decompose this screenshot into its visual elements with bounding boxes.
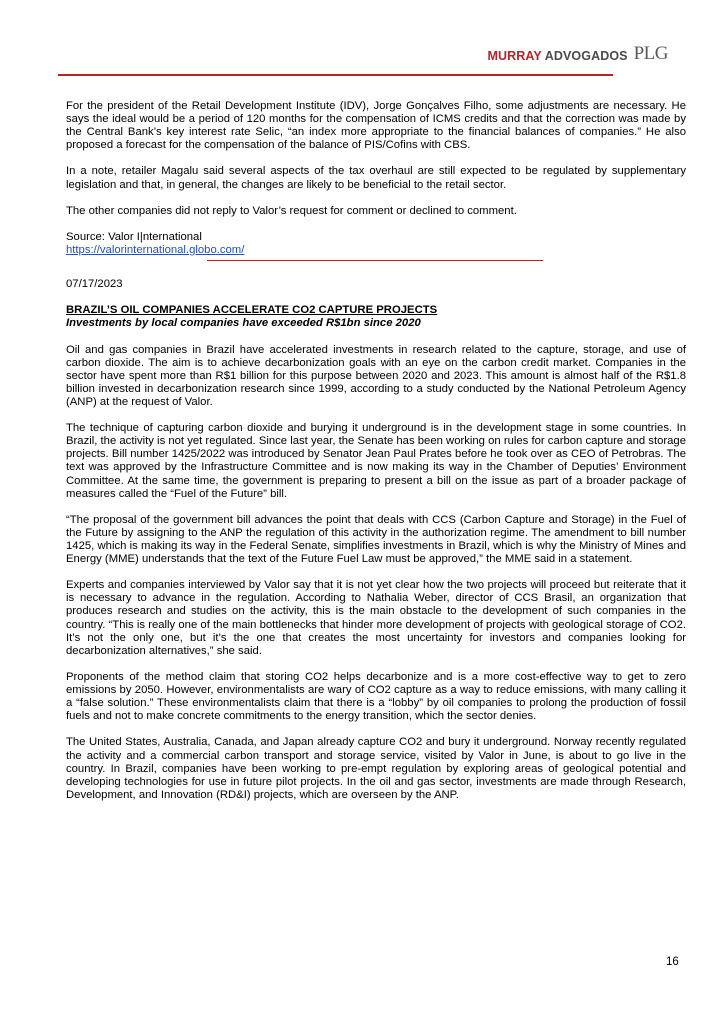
article-date: 07/17/2023: [66, 278, 123, 291]
header-brand: [488, 44, 668, 63]
article-title: BRAZIL’S OIL COMPANIES ACCELERATE CO2 CAPTURE PROJECTS: [66, 304, 438, 317]
paragraph: Proponents of the method claim that storing CO2 helps decarbonize and is a more cost-effective way to get to zero emissions by 2050. However, environmentalists are wary of CO2 capture as a way to reduce emissions, with many calling it a “false solution.” These environmentalists claim that there is a “lobby” by oil companies to prolong the production of fossil fuels and not to make concrete commitments to the energy transition, which the sector denies.: [66, 670, 686, 723]
paragraph: Oil and gas companies in Brazil have accelerated investments in research related to the capture, storage, and use of carbon dioxide. The aim is to achieve decarbonization goals with an eye on the carbon credit market. Companies in the sector have spent more than R$1 billion for this purpose between 2020 and 2023. This amount is almost half of the R$1.8 billion invested in decarbonization research since 1999, according to a study conducted by the National Petroleum Agency (ANP) at the request of Valor.: [66, 343, 686, 408]
paragraph: The United States, Australia, Canada, and Japan already capture CO2 and bury it underground. Norway recently regulated the activity and a commercial carbon transport and storage service, visited by Valor in June, is about to go live in the country. In Brazil, companies have been working to pre-empt regulation by exploring areas of geological potential and developing technologies for use in future pilot projects. In the oil and gas sector, investments are made through Research, Development, and Innovation (RD&I) projects, which are overseen by the ANP.: [66, 736, 686, 801]
paragraph: Experts and companies interviewed by Valor say that it is not yet clear how the two projects will proceed but reiterate that it is necessary to advance in the regulation. According to Nathalia Weber, director of CCS Brasil, an organization that produces research and studies on the activity, this is the main obstacle to the development of such companies in the country. “This is really one of the main bottlenecks that hinder more development of projects with geological storage of CO2. It’s not the only one, but it’s the one that creates the most uncertainty for investors and companies looking for decarbonization alternatives,” she said.: [66, 579, 686, 657]
paragraph: The other companies did not reply to Valor’s request for comment or declined to comment.: [66, 204, 517, 217]
document-body: [66, 100, 686, 815]
brand-advogados-text: ADVOGADOS: [544, 49, 628, 63]
paragraph: “The proposal of the government bill advances the point that deals with CCS (Carbon Capture and Storage) in the Fuel of the Future by assigning to the ANP the regulation of this activity in the authorization regime. The amendment to bill number 1425, which is making its way in the Federal Senate, simplifies investments in Brazil, which is why the Ministry of Mines and Energy (MME) understands that the text of the Future Fuel Law must be approved,” the MME said in a statement.: [66, 513, 686, 566]
murray-advogados-logo: [488, 49, 628, 63]
paragraph: In a note, retailer Magalu said several aspects of the tax overhaul are still expected to be regulated by supplementary legislation and that, in general, the changes are likely to be beneficial to the retail sector.: [66, 165, 686, 191]
article-subtitle: Investments by local companies have exceeded R$1bn since 2020: [66, 317, 421, 330]
header-divider: [58, 74, 613, 76]
paragraph: For the president of the Retail Development Institute (IDV), Jorge Gonçalves Filho, some adjustments are necessary. He says the ideal would be a period of 120 months for the compensation of ICMS credits and that the correction was made by the Central Bank’s key interest rate Selic, “an index more appropriate to the financial balances of companies.” He also proposed a forecast for the compensation of the balance of PIS/Cofins with CBS.: [66, 100, 686, 152]
source-label: Source: Valor I|nternational: [66, 230, 202, 243]
page-number: 16: [666, 956, 679, 968]
paragraph: The technique of capturing carbon dioxide and burying it underground is in the development stage in some countries. In Brazil, the activity is not yet regulated. Since last year, the Senate has been working on rules for carbon capture and storage projects. Bill number 1425/2022 was introduced by Senator Jean Paul Prates before he took over as CEO of Petrobras. The text was approved by the Infrastructure Committee and is now making its way in the Chamber of Deputies’ Environment Committee. At the same time, the government is preparing to present a bill on the issue as part of a broader package of measures called the “Fuel of the Future” bill.: [66, 422, 686, 500]
section-divider: [207, 260, 543, 261]
source-link[interactable]: https://valorinternational.globo.com/: [66, 244, 245, 257]
brand-murray-text: MURRAY: [487, 49, 542, 63]
plg-logo: [634, 44, 668, 63]
plg-logo-text: PLG: [633, 43, 668, 64]
